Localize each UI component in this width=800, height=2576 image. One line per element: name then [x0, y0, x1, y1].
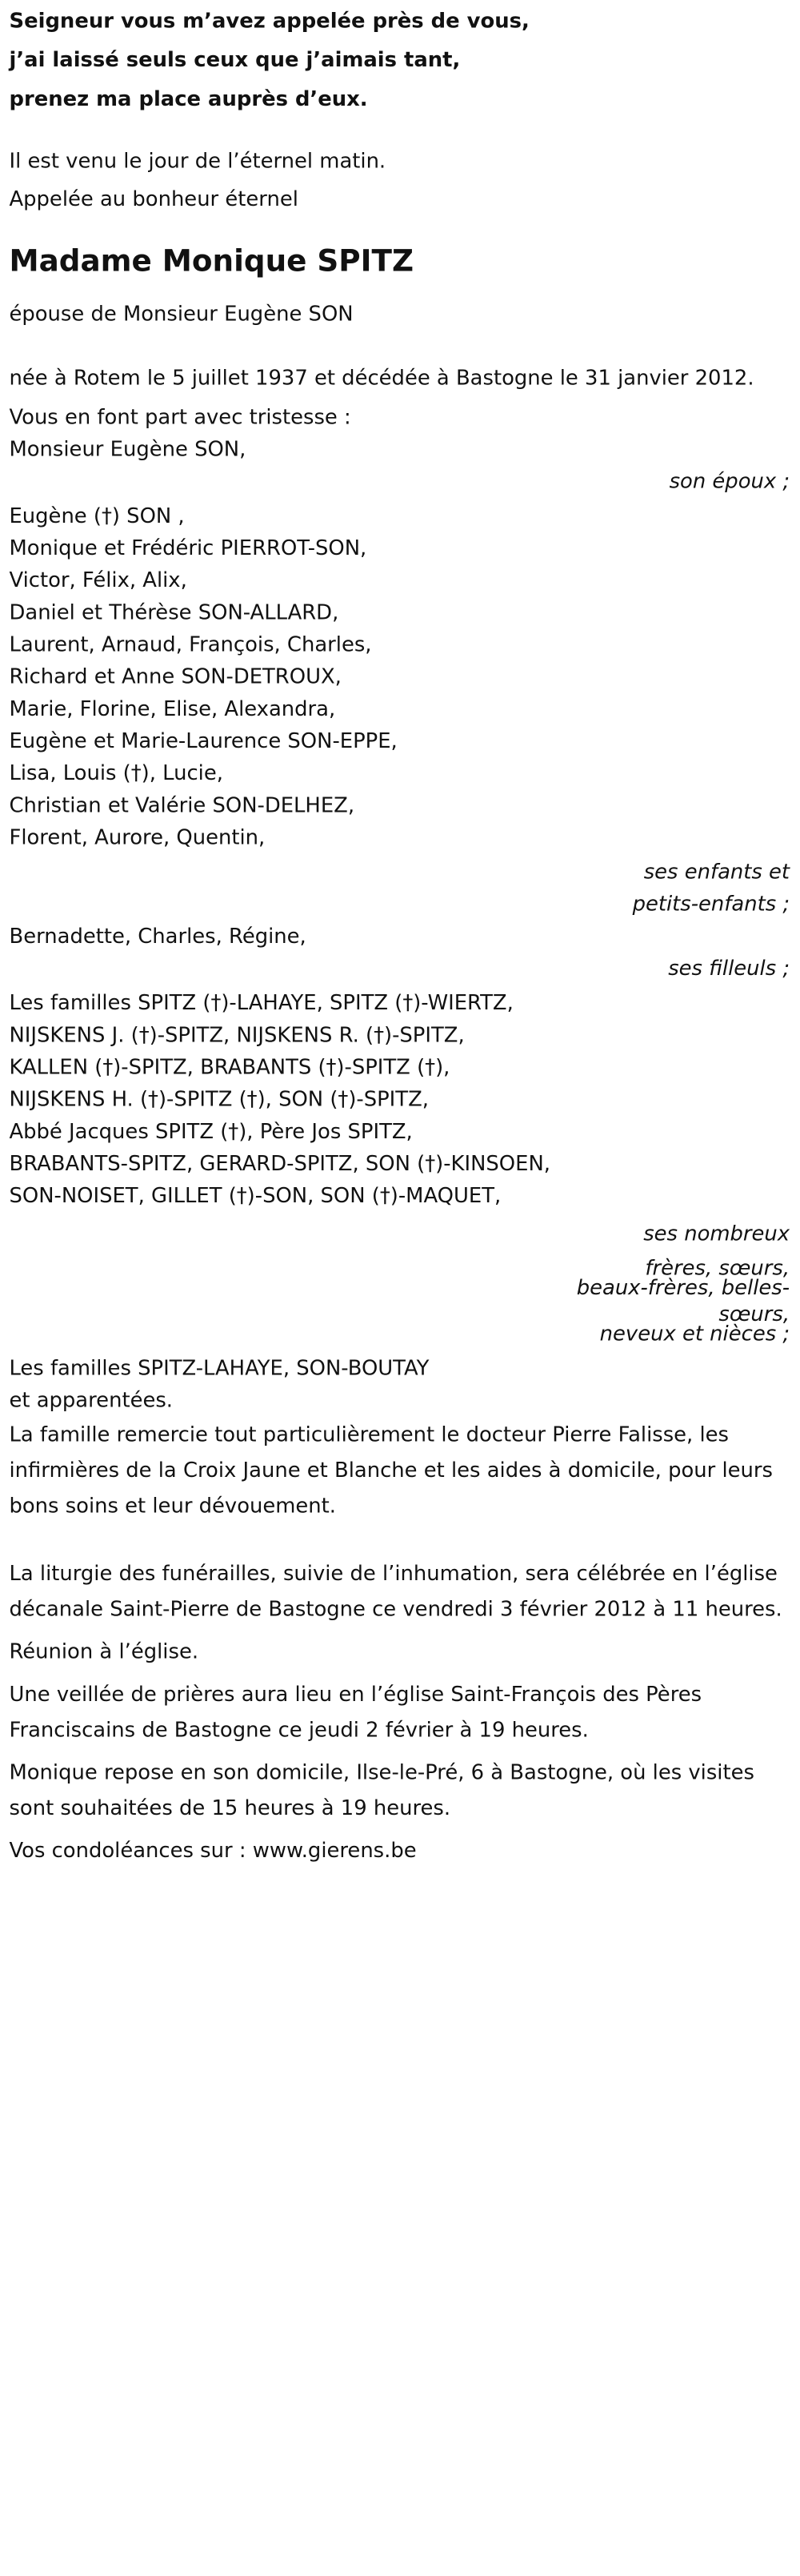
families-list	[9, 988, 791, 1213]
intro	[9, 142, 791, 219]
poem-line: prenez ma place auprès d’eux.	[9, 87, 368, 112]
other-families-line: Les familles SPITZ-LAHAYE, SON-BOUTAY	[9, 1356, 430, 1381]
list-item: BRABANTS-SPITZ, GERARD-SPITZ, SON (†)-KINSOEN,	[9, 1152, 550, 1177]
list-item: Abbé Jacques SPITZ (†), Père Jos SPITZ,	[9, 1119, 413, 1144]
other-families-line: et apparentées.	[9, 1388, 174, 1413]
godchildren-line: Bernadette, Charles, Régine,	[9, 924, 306, 949]
role-line: frères, sœurs,	[645, 1256, 790, 1281]
list-item: Eugène et Marie-Laurence SON-EPPE,	[9, 729, 398, 754]
intro-line: Appelée au bonheur éternel	[9, 187, 298, 211]
role-line: ses nombreux	[643, 1222, 790, 1246]
role-line: sœurs,	[718, 1302, 790, 1327]
poem-line: j’ai laissé seuls ceux que j’aimais tant,	[9, 48, 461, 73]
thanks-paragraph: La famille remercie tout particulièrement le docteur Pierre Falisse, les infirmières de la Croix Jaune et Blanche et les aides à domicile, pour leurs bons soins et leur dévouement.	[9, 1422, 773, 1519]
list-item: SON-NOISET, GILLET (†)-SON, SON (†)-MAQUET,	[9, 1184, 502, 1209]
list-item: Christian et Valérie SON-DELHEZ,	[9, 793, 355, 818]
spouse-line: épouse de Monsieur Eugène SON	[9, 302, 354, 327]
reunion-line: Réunion à l’église.	[9, 1639, 199, 1664]
list-item: Les familles SPITZ (†)-LAHAYE, SPITZ (†)-WIERTZ,	[9, 991, 514, 1016]
role-line: beaux-frères, belles-	[576, 1275, 790, 1301]
vigil-paragraph: Une veillée de prières aura lieu en l’église Saint-François des Pères Franciscains de Bastogne ce jeudi 2 février à 19 heures.	[9, 1682, 702, 1743]
intro-line: Il est venu le jour de l’éternel matin.	[9, 149, 386, 174]
list-item: KALLEN (†)-SPITZ, BRABANTS (†)-SPITZ (†),	[9, 1055, 450, 1080]
list-item: Laurent, Arnaud, François, Charles,	[9, 632, 372, 657]
children-list	[9, 501, 791, 855]
list-item: Daniel et Thérèse SON-ALLARD,	[9, 600, 339, 625]
liturgy-paragraph: La liturgie des funérailles, suivie de l’inhumation, sera célébrée en l’église décanale Saint-Pierre de Bastogne ce vendredi 3 février 2012 à 11 heures.	[9, 1562, 782, 1622]
announce-line: Vous en font part avec tristesse :	[9, 405, 351, 430]
list-item: Richard et Anne SON-DETROUX,	[9, 664, 342, 689]
repose-paragraph: Monique repose en son domicile, Ilse-le-Pré, 6 à Bastogne, où les visites sont souhaitées de 15 heures à 19 heures.	[9, 1760, 754, 1820]
role-nombreux	[9, 1218, 791, 1344]
role-epoux: son époux ;	[669, 469, 790, 494]
announce-line: Monsieur Eugène SON,	[9, 437, 246, 462]
deceased-name: Madame Monique SPITZ	[9, 244, 414, 279]
list-item: Marie, Florine, Elise, Alexandra,	[9, 696, 336, 721]
list-item: Florent, Aurore, Quentin,	[9, 825, 266, 850]
list-item: NIJSKENS J. (†)-SPITZ, NIJSKENS R. (†)-SPITZ,	[9, 1023, 465, 1048]
list-item: Lisa, Louis (†), Lucie,	[9, 761, 223, 786]
poem-line: Seigneur vous m’avez appelée près de vous,	[9, 9, 530, 34]
poem	[9, 2, 791, 119]
role-enfants: ses enfants et	[643, 860, 790, 885]
birth-death-line: née à Rotem le 5 juillet 1937 et décédée à Bastogne le 31 janvier 2012.	[9, 366, 754, 391]
role-line: neveux et nièces ;	[599, 1322, 790, 1346]
role-filleuls: ses filleuls ;	[668, 957, 790, 981]
obituary-content	[0, 2, 792, 1868]
role-enfants: petits-enfants ;	[632, 892, 790, 917]
list-item: NIJSKENS H. (†)-SPITZ (†), SON (†)-SPITZ,	[9, 1087, 429, 1112]
list-item: Eugène (†) SON ,	[9, 504, 185, 528]
condolences-line: Vos condoléances sur : www.gierens.be	[9, 1838, 417, 1864]
list-item: Monique et Frédéric PIERROT-SON,	[9, 536, 367, 561]
list-item: Victor, Félix, Alix,	[9, 568, 187, 593]
